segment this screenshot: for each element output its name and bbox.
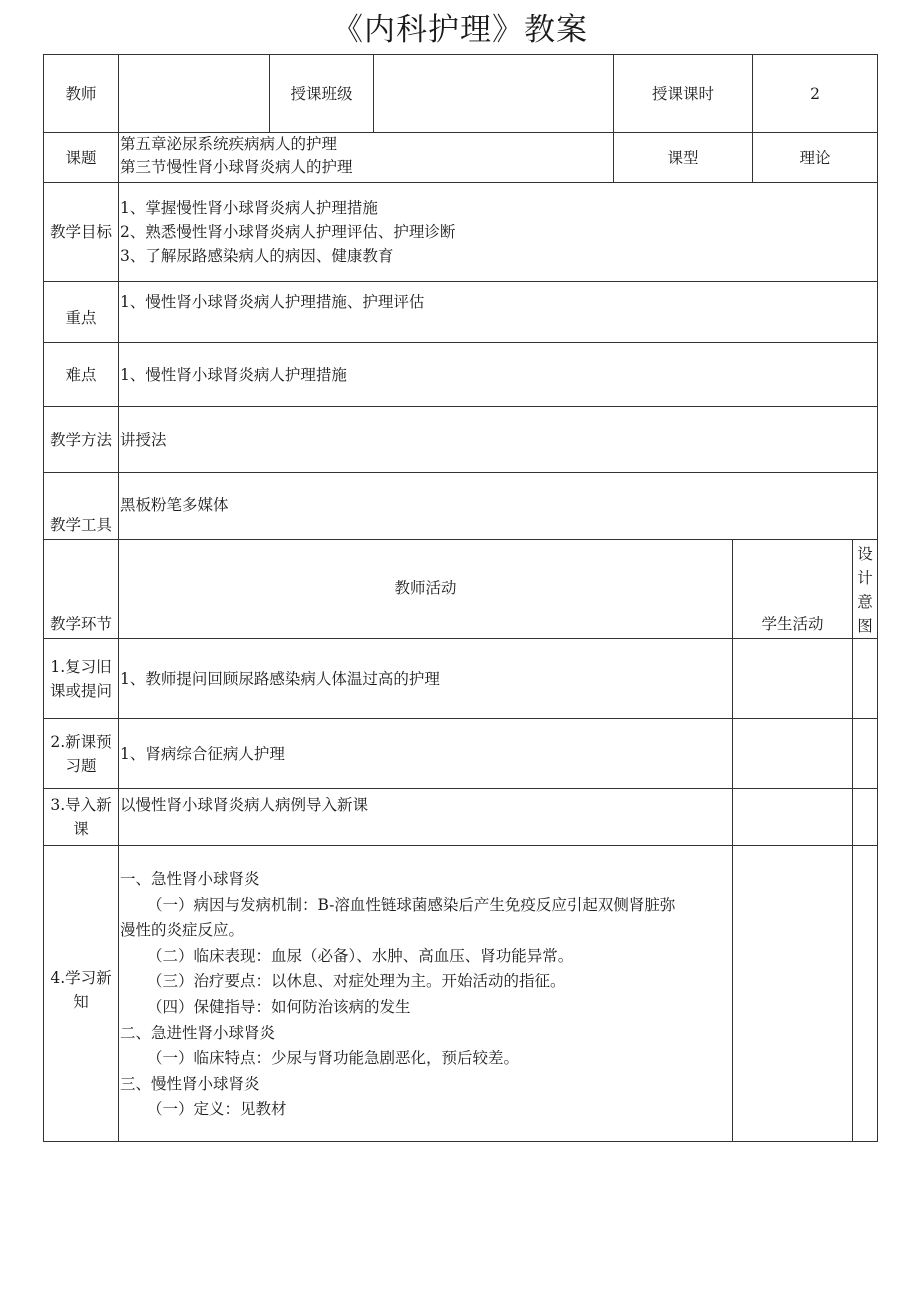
stage-name-line-1: 3.导入新	[50, 796, 112, 814]
stage-teacher-activity	[119, 846, 733, 1142]
lesson-plan-table	[43, 54, 877, 1142]
topic-label: 课题	[44, 133, 119, 183]
objective-item: 1、掌握慢性肾小球肾炎病人护理措施	[120, 199, 378, 217]
stage-name-line-1: 1.复习旧	[50, 657, 112, 676]
stage-name-line-2: 课或提问	[49, 681, 112, 700]
hours-label: 授课课时	[614, 55, 753, 133]
stage-name	[44, 719, 119, 789]
stage-student-activity	[733, 789, 853, 846]
class-label: 授课班级	[270, 55, 374, 133]
method-label: 教学方法	[44, 407, 119, 473]
stage-name-line-2: 课	[73, 820, 89, 838]
teacher-activity-header: 教师活动	[119, 540, 733, 639]
stage-name	[44, 639, 119, 719]
topic-line-1: 第五章泌尿系统疾病病人的护理	[120, 135, 338, 153]
stage-design-intent	[853, 639, 878, 719]
content-paragraph: （四）保健指导：如何防治该病的发生	[147, 997, 411, 1016]
tools-label: 教学工具	[44, 473, 119, 540]
content-heading: 一、急性肾小球肾炎	[120, 870, 260, 888]
stage-student-activity	[733, 719, 853, 789]
page-title: 《内科护理》教案	[332, 12, 588, 48]
stage-name	[44, 846, 119, 1142]
teacher-value	[119, 55, 270, 133]
lesson-type-value: 理论	[753, 133, 878, 183]
topic-value	[119, 133, 614, 183]
content-heading: 三、慢性肾小球肾炎	[120, 1074, 260, 1093]
design-header-line-2: 意图	[857, 593, 873, 635]
stage-name-line-2: 习题	[65, 756, 97, 775]
content-heading: 二、急进性肾小球肾炎	[120, 1023, 276, 1042]
lesson-type-label: 课型	[614, 133, 753, 183]
stage-name-line-2: 知	[73, 992, 89, 1011]
stage-design-intent	[853, 789, 878, 846]
stage-design-intent	[853, 719, 878, 789]
stage-name	[44, 789, 119, 846]
content-paragraph: （一）临床特点：少尿与肾功能急剧恶化，预后较差。	[147, 1049, 520, 1068]
method-value: 讲授法	[119, 407, 878, 473]
design-header-line-1: 设计	[857, 545, 873, 587]
stage-name-line-1: 2.新课预	[50, 732, 112, 751]
stage-design-intent	[853, 846, 878, 1142]
stage-student-activity	[733, 639, 853, 719]
objectives-list	[119, 183, 878, 282]
key-points-value: 1、慢性肾小球肾炎病人护理措施、护理评估	[119, 282, 878, 343]
objective-item: 3、了解尿路感染病人的病因、健康教育	[120, 247, 394, 265]
stage-teacher-activity: 1、肾病综合征病人护理	[119, 719, 733, 789]
content-paragraph: （一）定义：见教材	[147, 1100, 287, 1119]
teacher-label: 教师	[44, 55, 119, 133]
content-paragraph: （二）临床表现：血尿（必备）、水肿、高血压、肾功能异常。	[147, 946, 574, 965]
topic-line-2: 第三节慢性肾小球肾炎病人的护理	[120, 158, 353, 176]
content-paragraph: （三）治疗要点：以休息、对症处理为主。开始活动的指征。	[147, 972, 566, 991]
student-activity-header: 学生活动	[733, 540, 853, 639]
objective-item: 2、熟悉慢性肾小球肾炎病人护理评估、护理诊断	[120, 223, 456, 241]
stage-teacher-activity: 以慢性肾小球肾炎病人病例导入新课	[119, 789, 733, 846]
objectives-label: 教学目标	[44, 183, 119, 282]
difficulties-label: 难点	[44, 343, 119, 407]
stage-student-activity	[733, 846, 853, 1142]
stage-name-line-1: 4.学习新	[50, 968, 112, 987]
hours-value: 2	[753, 55, 878, 133]
stage-teacher-activity: 1、教师提问回顾尿路感染病人体温过高的护理	[119, 639, 733, 719]
content-paragraph: （一）病因与发病机制：B-溶血性链球菌感染后产生免疫反应引起双侧肾脏弥	[147, 895, 676, 914]
tools-value: 黑板粉笔多媒体	[119, 473, 878, 540]
content-paragraph-continuation: 漫性的炎症反应。	[120, 921, 245, 940]
stage-header: 教学环节	[44, 540, 119, 639]
design-intent-header	[853, 540, 878, 639]
key-points-label: 重点	[44, 282, 119, 343]
difficulties-value: 1、慢性肾小球肾炎病人护理措施	[119, 343, 878, 407]
class-value	[374, 55, 614, 133]
